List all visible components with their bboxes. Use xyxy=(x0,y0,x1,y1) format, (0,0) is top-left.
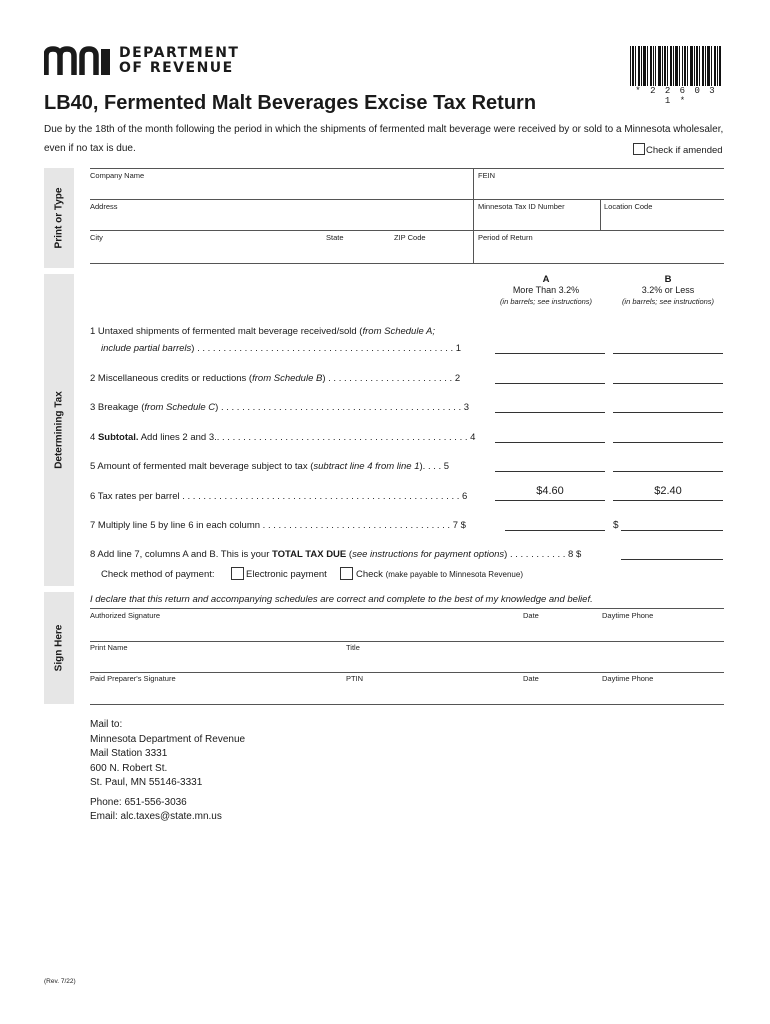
line-8-part: ) . . . . . . . . . . . 8 $ xyxy=(504,549,582,560)
divider xyxy=(90,608,724,609)
line-1-part: ) . . . . . . . . . . . . . . . . . . . . . . . . . . . . . . . . . . . . . . . . . . . . . . . . . 1 xyxy=(191,343,462,354)
electronic-payment-label: Electronic payment xyxy=(246,569,327,580)
authorized-signature-field[interactable] xyxy=(90,620,510,638)
line-6-col-a-line xyxy=(495,500,605,501)
barcode-icon xyxy=(630,46,722,86)
line-4-col-a-input[interactable] xyxy=(495,442,605,443)
mail-line: 600 N. Robert St. xyxy=(90,762,168,774)
city-field[interactable] xyxy=(90,243,320,261)
divider xyxy=(90,641,724,642)
print-name-label: Print Name xyxy=(90,643,128,652)
daytime-phone-label: Daytime Phone xyxy=(602,611,654,620)
period-label: Period of Return xyxy=(478,233,533,242)
state-field[interactable] xyxy=(326,243,386,261)
preparer-phone-label: Daytime Phone xyxy=(602,674,654,683)
daytime-phone-field[interactable] xyxy=(602,620,724,638)
mail-line: Mail Station 3331 xyxy=(90,748,168,759)
line-2-part: from Schedule B xyxy=(252,373,323,384)
barcode-number: * 2 2 6 0 3 1 * xyxy=(635,86,717,106)
determining-tax-sidebar xyxy=(44,274,74,586)
mail-line: St. Paul, MN 55146-3331 xyxy=(90,777,203,788)
line-2-text xyxy=(90,373,460,384)
line-1-col-a-input[interactable] xyxy=(495,353,605,354)
line-1-part: from Schedule A; xyxy=(362,326,436,337)
line-5-part: 5 Amount of fermented malt beverage subject to tax ( xyxy=(90,461,314,472)
line-2-col-a-input[interactable] xyxy=(495,383,605,384)
line-3-part: ) . . . . . . . . . . . . . . . . . . . . . . . . . . . . . . . . . . . . . . . . . . . . . . 3 xyxy=(215,402,470,413)
date-field[interactable] xyxy=(523,620,595,638)
fein-field[interactable] xyxy=(478,180,724,198)
print-name-field[interactable] xyxy=(90,652,340,670)
company-name-label: Company Name xyxy=(90,171,145,180)
column-a-header xyxy=(491,274,601,306)
location-code-label: Location Code xyxy=(604,202,653,211)
mail-line: Minnesota Department of Revenue xyxy=(90,733,246,745)
print-or-type-sidebar xyxy=(44,168,74,268)
check-payment-label: Check xyxy=(356,569,383,580)
divider xyxy=(90,704,724,705)
column-b-label: 3.2% or Less xyxy=(641,285,695,295)
line-3-part: 3 Breakage ( xyxy=(90,402,145,413)
line-7-text: 7 Multiply line 5 by line 6 in each column . . . . . . . . . . . . . . . . . . . . . . . . . . . . . . . . . . . . 7 $ xyxy=(90,520,466,531)
divider xyxy=(90,199,724,200)
divider xyxy=(90,672,724,673)
contact-info xyxy=(90,796,222,824)
line-6-text: 6 Tax rates per barrel . . . . . . . . . . . . . . . . . . . . . . . . . . . . . . . . . . . . . . . . . . . . . . . . . . . . . 6 xyxy=(90,491,468,502)
column-b-header xyxy=(613,274,723,306)
declaration-text: I declare that this return and accompanying schedules are correct and complete to the best of my knowledge and belief. xyxy=(90,594,593,605)
line-5-part: subtract line 4 from line 1 xyxy=(313,461,420,472)
revision-text: (Rev. 7/22) xyxy=(44,978,76,985)
line-6-col-b-line xyxy=(613,500,723,501)
payment-method-label: Check method of payment: xyxy=(101,569,215,580)
sign-here-sidebar xyxy=(44,592,74,704)
date-label: Date xyxy=(523,611,539,620)
location-code-field[interactable] xyxy=(604,211,724,229)
check-payment-note: (make payable to Minnesota Revenue) xyxy=(385,570,523,579)
column-b-note: (in barrels; see instructions) xyxy=(621,297,715,306)
line-3-text xyxy=(90,402,469,413)
line-7-col-a-input[interactable] xyxy=(505,530,605,531)
address-field[interactable] xyxy=(90,211,472,229)
line-4-text xyxy=(90,432,475,443)
line-3-col-b-input[interactable] xyxy=(613,412,723,413)
line-8-part: 8 Add line 7, columns A and B. This is your xyxy=(90,549,273,560)
mn-tax-id-label: Minnesota Tax ID Number xyxy=(478,202,565,211)
ptin-field[interactable] xyxy=(346,683,516,701)
column-a-note: (in barrels; see instructions) xyxy=(499,297,593,306)
title-label: Title xyxy=(346,643,360,652)
line-8-total-input[interactable] xyxy=(621,559,723,560)
line-2-col-b-input[interactable] xyxy=(613,383,723,384)
line-5-part: ). . . . 5 xyxy=(419,461,450,472)
sign-here-label: Sign Here xyxy=(53,624,65,672)
preparer-signature-field[interactable] xyxy=(90,683,340,701)
column-a-letter: A xyxy=(542,274,550,285)
due-instructions: Due by the 18th of the month following the period in which the shipments of fermented malt beverage were received by or sold to a Minnesota wholesaler, even if no tax is due. xyxy=(44,124,724,154)
line-5-text xyxy=(90,461,449,472)
line-4-part: Subtotal. xyxy=(97,432,139,443)
line-2-part: ) . . . . . . . . . . . . . . . . . . . . . . . . 2 xyxy=(322,373,461,384)
mn-tax-id-field[interactable] xyxy=(478,211,598,229)
fein-label: FEIN xyxy=(478,171,496,180)
line-3-part: from Schedule C xyxy=(144,402,216,413)
line-8-part: see instructions for payment options xyxy=(352,549,505,560)
department-line-2: OF REVENUE xyxy=(119,60,234,76)
mn-logo-icon xyxy=(44,46,112,76)
email-text: Email: alc.taxes@state.mn.us xyxy=(90,811,222,822)
preparer-signature-label: Paid Preparer's Signature xyxy=(90,674,176,683)
line-1-text-cont xyxy=(101,343,461,354)
department-line-1: DEPARTMENT xyxy=(119,45,240,61)
line-1-part: 1 Untaxed shipments of fermented malt beverage received/sold ( xyxy=(90,326,363,337)
line-7-col-b-dollar: $ xyxy=(613,520,619,531)
divider xyxy=(600,199,601,230)
line-5-col-a-input[interactable] xyxy=(495,471,605,472)
line-1-part: include partial barrels xyxy=(101,343,192,354)
column-a-label: More Than 3.2% xyxy=(512,285,580,295)
amended-label: Check if amended xyxy=(646,145,723,156)
zip-label: ZIP Code xyxy=(394,233,426,242)
preparer-phone-field[interactable] xyxy=(602,683,724,701)
divider xyxy=(90,263,724,264)
mail-address xyxy=(90,718,245,791)
divider xyxy=(473,168,474,263)
electronic-payment-checkbox[interactable] xyxy=(231,567,244,580)
line-6-col-b-value: $2.40 xyxy=(654,485,682,497)
department-name xyxy=(119,46,239,76)
line-7-col-b-input[interactable] xyxy=(621,530,723,531)
city-label: City xyxy=(90,233,103,242)
line-4-col-b-input[interactable] xyxy=(613,442,723,443)
title-field[interactable] xyxy=(346,652,724,670)
line-4-part: Add lines 2 and 3.. . . . . . . . . . . . . . . . . . . . . . . . . . . . . . . . . . . . . . . . . . . . . . . . 4 xyxy=(138,432,476,443)
company-name-field[interactable] xyxy=(90,180,472,198)
check-payment-checkbox[interactable] xyxy=(340,567,353,580)
line-3-col-a-input[interactable] xyxy=(495,412,605,413)
line-2-part: 2 Miscellaneous credits or reductions ( xyxy=(90,373,253,384)
period-field[interactable] xyxy=(478,243,724,261)
print-or-type-label: Print or Type xyxy=(53,187,65,249)
line-1-col-b-input[interactable] xyxy=(613,353,723,354)
preparer-date-label: Date xyxy=(523,674,539,683)
line-6-col-a-value: $4.60 xyxy=(536,485,564,497)
zip-field[interactable] xyxy=(394,243,472,261)
form-title: LB40, Fermented Malt Beverages Excise Tax Return xyxy=(44,92,537,114)
check-payment-row xyxy=(356,569,523,580)
line-8-part: TOTAL TAX DUE xyxy=(272,549,347,560)
mail-line: Mail to: xyxy=(90,719,123,730)
line-5-col-b-input[interactable] xyxy=(613,471,723,472)
line-1-text xyxy=(90,326,435,337)
line-8-part: ( xyxy=(346,549,353,560)
preparer-date-field[interactable] xyxy=(523,683,595,701)
determining-tax-label: Determining Tax xyxy=(53,391,65,469)
divider xyxy=(90,168,724,169)
line-4-part: 4 xyxy=(90,432,98,443)
divider xyxy=(90,230,724,231)
phone-text: Phone: 651-556-3036 xyxy=(90,797,187,808)
authorized-signature-label: Authorized Signature xyxy=(90,611,161,620)
address-label: Address xyxy=(90,202,118,211)
ptin-label: PTIN xyxy=(346,674,364,683)
column-b-letter: B xyxy=(664,274,672,285)
amended-checkbox[interactable] xyxy=(633,143,645,155)
line-8-text xyxy=(90,549,581,560)
state-label: State xyxy=(326,233,344,242)
